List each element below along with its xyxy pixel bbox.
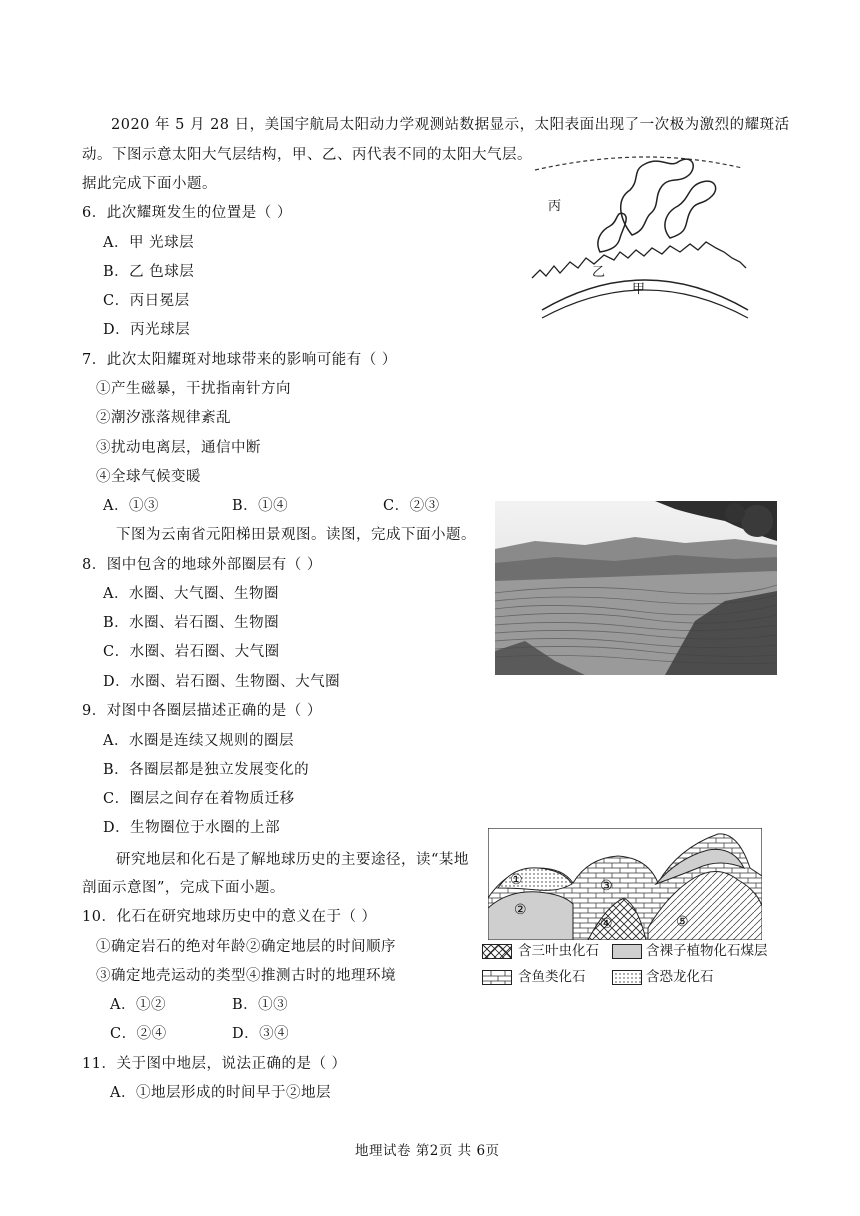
q8-stem: 8．图中包含的地球外部圈层有（ ） [82, 557, 322, 573]
q7-option-c: C．②③ [383, 498, 440, 514]
q11-stem: 11．关于图中地层，说法正确的是（ ） [82, 1056, 347, 1072]
legend-swatch-coal [612, 944, 642, 959]
q9-option-a: A．水圈是连续又规则的圈层 [103, 733, 294, 749]
legend-swatch-trilobite [482, 944, 512, 959]
q7-item-3: ③扰动电离层，通信中断 [96, 440, 261, 456]
q10-option-b: B．①③ [232, 997, 289, 1013]
q10-option-d: D．③④ [232, 1026, 290, 1042]
terrace-landscape-photo [495, 501, 777, 675]
q7-item-2: ②潮汐涨落规律紊乱 [96, 410, 231, 426]
intro-sun-line1: 2020 年 5 月 28 日，美国宇航局太阳动力学观测站数据显示，太阳表面出现了一次极为激烈的耀斑活 [111, 117, 790, 133]
q7-option-a: A．①③ [103, 498, 159, 514]
intro-strata-line1: 研究地层和化石是了解地球历史的主要途径，读“某地 [116, 852, 469, 868]
legend-swatch-dinosaur [612, 970, 642, 985]
label-bing: 丙 [548, 199, 562, 214]
sun-atmosphere-figure [520, 140, 770, 330]
q9-option-c: C．圈层之间存在着物质迁移 [103, 791, 295, 807]
label-jia: 甲 [632, 282, 646, 297]
intro-strata-line2: 剖面示意图”，完成下面小题。 [82, 880, 285, 896]
q6-option-d: D．丙光球层 [103, 322, 191, 338]
strata-profile-figure [488, 828, 762, 940]
strata-label-1: ① [510, 872, 523, 888]
q7-item-4: ④全球气候变暖 [96, 469, 201, 485]
q6-option-b: B．乙 色球层 [103, 264, 195, 280]
q9-stem: 9．对图中各圈层描述正确的是（ ） [82, 703, 322, 719]
q7-item-1: ①产生磁暴，干扰指南针方向 [96, 381, 291, 397]
q9-option-b: B．各圈层都是独立发展变化的 [103, 762, 310, 778]
legend-fish: 含鱼类化石 [518, 969, 586, 985]
q10-option-a: A．①② [110, 997, 166, 1013]
q10-items-line2: ③确定地壳运动的类型④推测古时的地理环境 [96, 968, 396, 984]
q10-items-line1: ①确定岩石的绝对年龄②确定地层的时间顺序 [96, 939, 396, 955]
strata-label-3: ③ [600, 878, 613, 894]
legend-gymnosperm-coal: 含裸子植物化石煤层 [646, 943, 768, 959]
intro-sun-line3: 据此完成下面小题。 [82, 176, 217, 192]
q6-stem: 6．此次耀斑发生的位置是（ ） [82, 205, 292, 221]
legend-dinosaur: 含恐龙化石 [646, 969, 714, 985]
q9-option-d: D．生物圈位于水圈的上部 [103, 820, 281, 836]
q10-option-c: C．②④ [110, 1026, 167, 1042]
legend-trilobite: 含三叶虫化石 [518, 943, 599, 959]
strata-label-4: ④ [600, 916, 613, 932]
strata-label-5: ⑤ [676, 914, 689, 930]
label-yi: 乙 [592, 265, 606, 280]
intro-sun-line2: 动。下图示意太阳大气层结构，甲、乙、丙代表不同的太阳大气层。 [82, 147, 532, 163]
strata-label-2: ② [514, 902, 527, 918]
q7-stem: 7．此次太阳耀斑对地球带来的影响可能有（ ） [82, 352, 397, 368]
q6-option-a: A．甲 光球层 [103, 235, 195, 251]
q8-option-b: B．水圈、岩石圈、生物圈 [103, 615, 280, 631]
legend-swatch-fish [482, 970, 512, 985]
page-footer: 地理试卷 第2页 共 6页 [355, 1143, 500, 1159]
q8-option-c: C．水圈、岩石圈、大气圈 [103, 644, 280, 660]
q8-option-d: D．水圈、岩石圈、生物圈、大气圈 [103, 674, 341, 690]
q7-option-b: B．①④ [232, 498, 289, 514]
q10-stem: 10．化石在研究地球历史中的意义在于（ ） [82, 909, 377, 925]
q11-option-a: A．①地层形成的时间早于②地层 [110, 1085, 331, 1101]
q6-option-c: C．丙日冕层 [103, 293, 190, 309]
intro-terrace: 下图为云南省元阳梯田景观图。读图，完成下面小题。 [116, 527, 476, 543]
q8-option-a: A．水圈、大气圈、生物圈 [103, 586, 279, 602]
